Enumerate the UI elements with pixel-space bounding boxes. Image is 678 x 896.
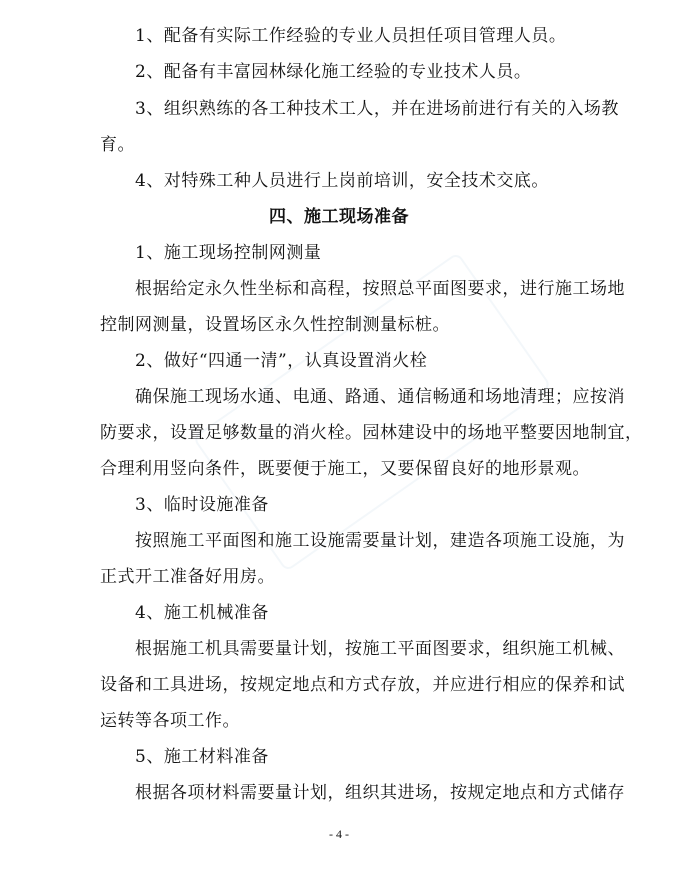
list-item-4: 4、对特殊工种人员进行上岗前培训，安全技术交底。 — [135, 171, 549, 191]
paragraph-2-line-1: 确保施工现场水通、电通、路通、通信畅通和场地清理；应按消 — [135, 387, 625, 407]
paragraph-2-line-3: 合理利用竖向条件，既要便于施工，又要保留良好的地形景观。 — [100, 459, 590, 479]
paragraph-5-line-1: 根据各项材料需要量计划，组织其进场，按规定地点和方式储存 — [135, 783, 625, 803]
list-item-2: 2、配备有丰富园林绿化施工经验的专业技术人员。 — [135, 62, 532, 82]
subsection-1-title: 1、施工现场控制网测量 — [135, 243, 322, 263]
page-number: - 4 - — [329, 827, 349, 841]
subsection-2-title: 2、做好“四通一清”，认真设置消火栓 — [135, 351, 428, 371]
section-heading: 四、施工现场准备 — [269, 207, 409, 227]
list-item-3-line-2: 育。 — [100, 135, 135, 155]
list-item-3-line-1: 3、组织熟练的各工种技术工人，并在进场前进行有关的入场教 — [135, 99, 619, 119]
paragraph-3-line-1: 按照施工平面图和施工设施需要量计划，建造各项施工设施，为 — [135, 531, 625, 551]
paragraph-2-line-2: 防要求，设置足够数量的消火栓。园林建设中的场地平整要因地制宜， — [100, 423, 643, 443]
subsection-5-title: 5、施工材料准备 — [135, 747, 269, 767]
paragraph-3-line-2: 正式开工准备好用房。 — [100, 567, 275, 587]
subsection-4-title: 4、施工机械准备 — [135, 603, 269, 623]
subsection-3-title: 3、临时设施准备 — [135, 495, 269, 515]
list-item-1: 1、配备有实际工作经验的专业人员担任项目管理人员。 — [135, 26, 567, 46]
paragraph-4-line-1: 根据施工机具需要量计划，按施工平面图要求，组织施工机械、 — [135, 639, 625, 659]
paragraph-4-line-2: 设备和工具进场，按规定地点和方式存放，并应进行相应的保养和试 — [100, 675, 625, 695]
paragraph-1-line-1: 根据给定永久性坐标和高程，按照总平面图要求，进行施工场地 — [135, 279, 625, 299]
paragraph-4-line-3: 运转等各项工作。 — [100, 711, 240, 731]
paragraph-1-line-2: 控制网测量，设置场区永久性控制测量标桩。 — [100, 315, 450, 335]
